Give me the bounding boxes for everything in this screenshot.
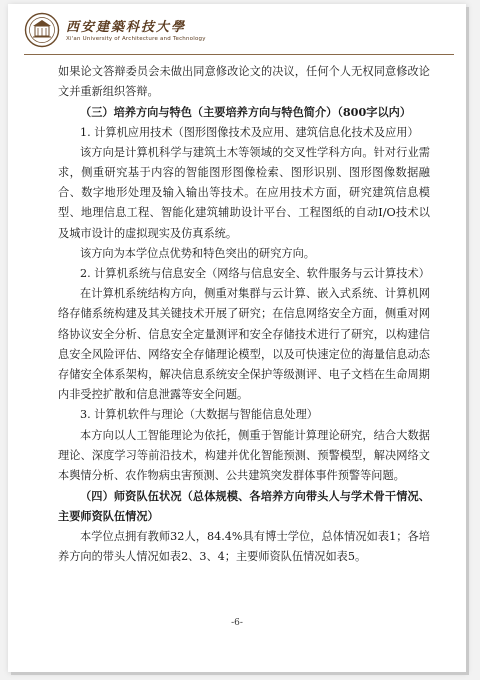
paragraph: 该方向为本学位点优势和特色突出的研究方向。 [80, 246, 315, 260]
university-name-en: Xi'an University of Architecture and Technology [66, 36, 206, 42]
page-number: -6- [231, 618, 243, 628]
section-heading: （四）师资队伍状况（总体规模、各培养方向带头人与学术骨干情况、主要师资队伍情况） [58, 489, 430, 524]
document-body [58, 62, 430, 567]
paragraph: 如果论文答辩委员会未做出同意修改论文的决议，任何个人无权同意修改论文并重新组织答辩。 [58, 65, 430, 99]
paragraph: 本方向以人工智能理论为依托，侧重于智能计算理论研究，结合大数据理论、深度学习等前沿技术，构建并优化智能预测、预警模型，解决网络文本舆情分析、农作物病虫害预测、公共建筑突发群体事件预警等问题。 [58, 428, 430, 483]
subsection-title: 1. 计算机应用技术（图形图像技术及应用、建筑信息化技术及应用） [80, 125, 419, 139]
page-header [24, 10, 454, 52]
subsection-title: 2. 计算机系统与信息安全（网络与信息安全、软件服务与云计算技术） [80, 267, 430, 281]
university-name-cn: 西安建築科技大學 [66, 20, 187, 35]
university-logo-icon [24, 12, 60, 48]
section-heading: （三）培养方向与特色（主要培养方向与特色简介）（800字以内） [80, 105, 412, 120]
document-page [8, 4, 466, 672]
paragraph: 该方向是计算机科学与建筑土木等领域的交叉性学科方向。针对行业需求，侧重研究基于内容的智能图形图像检索、图形识别、图形图像数据融合、数字地形处理及输入输出等技术。在应用技术方面，研究建筑信息模型、地理信息工程、智能化建筑辅助设计平台、工程图纸的自动I/O技术以及城市设计的虚拟现实及仿真系统。 [58, 145, 430, 240]
subsection-title: 3. 计算机软件与理论（大数据与智能信息处理） [80, 408, 318, 422]
header-divider [24, 54, 454, 55]
paragraph: 在计算机系统结构方向，侧重对集群与云计算、嵌入式系统、计算机网络存储系统构建及其关键技术开展了研究；在信息网络安全方面，侧重对网络协议安全分析、信息安全定量测评和安全存储技术进行了研究，以构建信息安全风险评估、网络安全存储理论模型，以及可快速定位的海量信息动态存储安全体系架构，解决信息系统安全保护等级测评、电子文档在生命周期内非受控扩散和信息泄露等安全问题。 [58, 287, 430, 402]
paragraph: 本学位点拥有教师32人，84.4%具有博士学位，总体情况如表1；各培养方向的带头人情况如表2、3、4；主要师资队伍情况如表5。 [58, 529, 430, 563]
